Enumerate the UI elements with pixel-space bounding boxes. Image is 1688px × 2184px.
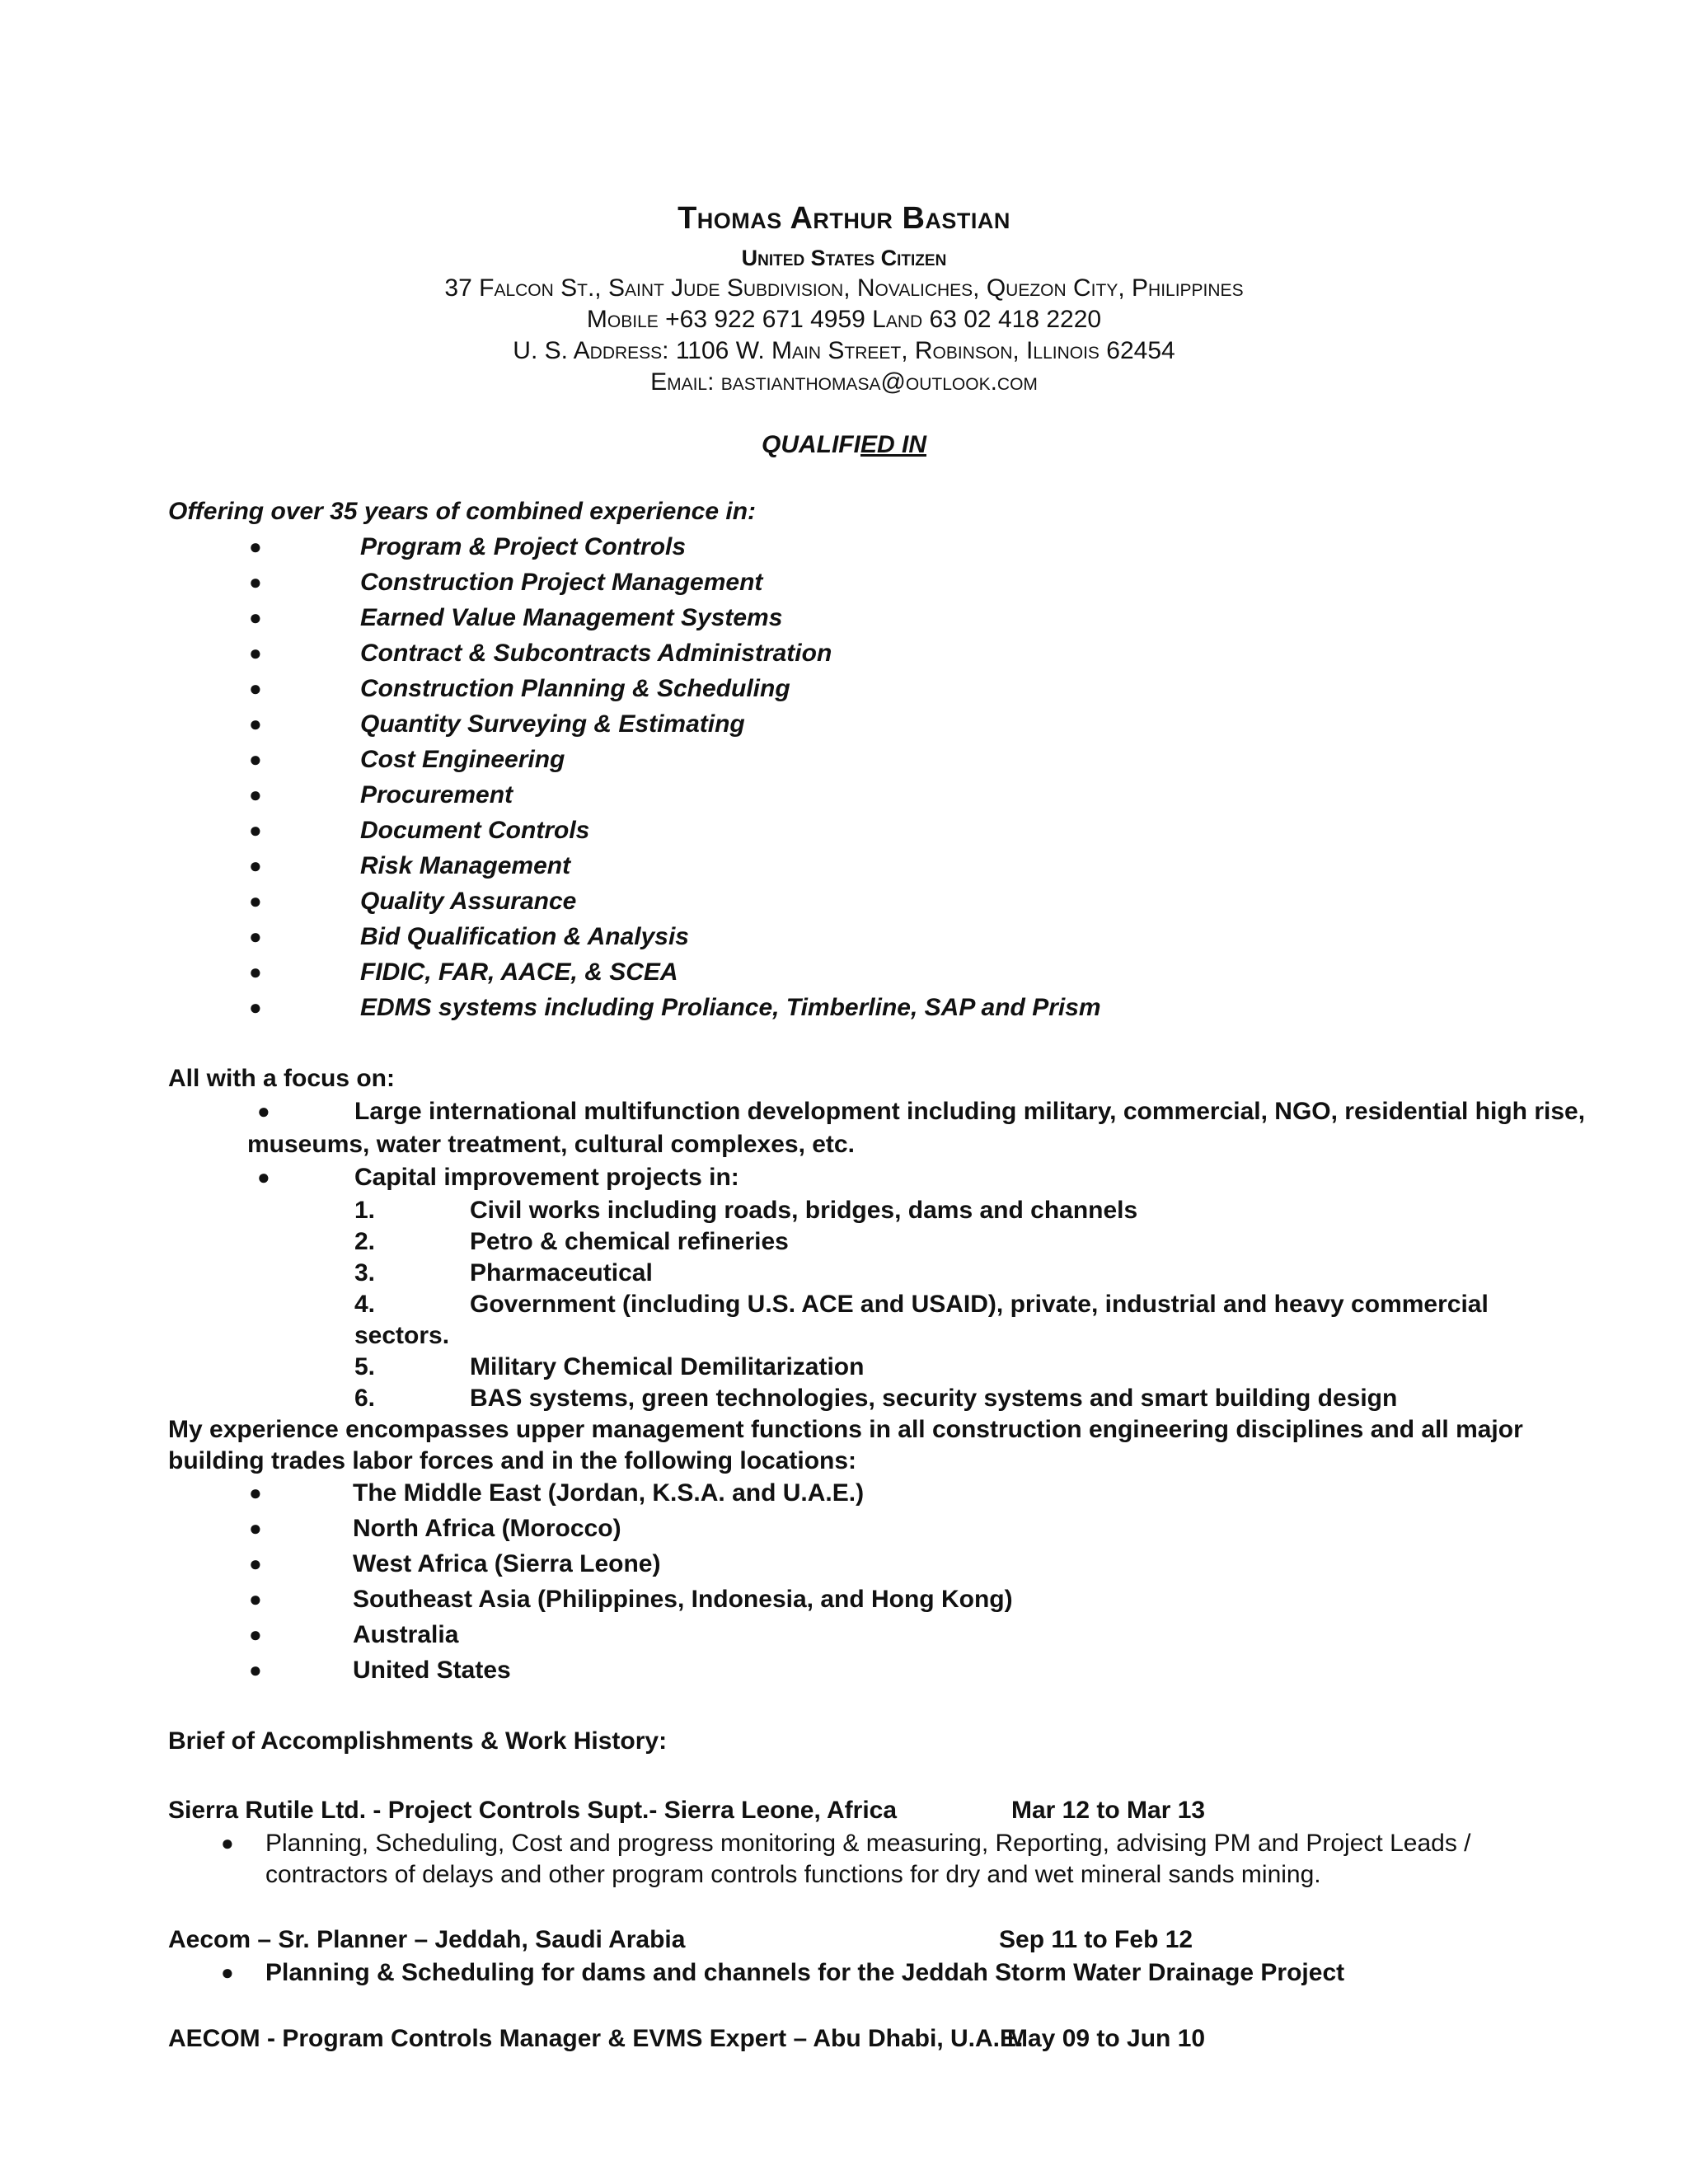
job-title: Aecom – Sr. Planner – Jeddah, Saudi Arabia — [168, 1926, 686, 1953]
bullet-icon: ● — [249, 605, 262, 630]
bullet-icon: ● — [249, 995, 262, 1019]
list-item: Military Chemical Demilitarization — [470, 1353, 865, 1380]
bullet-icon: ● — [257, 1099, 270, 1123]
experience-intro: Offering over 35 years of combined experience in: — [168, 498, 757, 525]
list-item: Southeast Asia (Philippines, Indonesia, and Hong Kong) — [353, 1586, 1013, 1613]
list-item-continuation: sectors. — [354, 1322, 450, 1349]
list-item: Document Controls — [360, 817, 590, 844]
list-item: BAS systems, green technologies, security systems and smart building design — [470, 1385, 1398, 1412]
locations-intro-line2: building trades labor forces and in the following locations: — [168, 1447, 857, 1474]
job-dates: Sep 11 to Feb 12 — [999, 1926, 1193, 1953]
list-item: Civil works including roads, bridges, dams and channels — [470, 1197, 1138, 1224]
list-item: FIDIC, FAR, AACE, & SCEA — [360, 958, 678, 986]
list-item: Australia — [353, 1621, 459, 1648]
job-description-line1: Planning & Scheduling for dams and channels for the Jeddah Storm Water Drainage Project — [265, 1959, 1345, 1986]
person-name: Thomas Arthur Bastian — [678, 201, 1010, 236]
bullet-icon: ● — [249, 782, 262, 807]
bullet-icon: ● — [249, 747, 262, 771]
list-item: Program & Project Controls — [360, 533, 687, 560]
job-description-line1: Planning, Scheduling, Cost and progress monitoring & measuring, Reporting, advising PM and Project Leads / — [265, 1830, 1471, 1857]
citizenship: United States Citizen — [741, 246, 947, 270]
bullet-icon: ● — [249, 818, 262, 842]
list-item: Government (including U.S. ACE and USAID), private, industrial and heavy commercial — [470, 1291, 1489, 1318]
list-item: United States — [353, 1657, 511, 1684]
locations-intro-line1: My experience encompasses upper management functions in all construction engineering disciplines and all major — [168, 1416, 1523, 1443]
bullet-icon: ● — [249, 640, 262, 665]
list-item: Risk Management — [360, 852, 571, 879]
bullet-icon: ● — [249, 569, 262, 594]
email: Email: bastianthomasa@outlook.com — [650, 368, 1038, 396]
bullet-icon: ● — [249, 1516, 262, 1540]
bullet-icon: ● — [249, 1551, 262, 1576]
bullet-icon: ● — [249, 1622, 262, 1647]
list-item: Quantity Surveying & Estimating — [360, 710, 745, 738]
bullet-icon: ● — [249, 959, 262, 984]
bullet-icon: ● — [257, 1165, 270, 1189]
bullet-icon: ● — [249, 1657, 262, 1682]
job-title: Sierra Rutile Ltd. - Project Controls Supt.- Sierra Leone, Africa — [168, 1797, 898, 1824]
focus-item-2: Capital improvement projects in: — [354, 1164, 739, 1191]
bullet-icon: ● — [249, 1586, 262, 1611]
job-dates: Mar 12 to Mar 13 — [1011, 1797, 1206, 1824]
qualified-heading-part1: QUALIFI — [761, 431, 860, 458]
list-item: Bid Qualification & Analysis — [360, 923, 689, 950]
bullet-icon: ● — [249, 676, 262, 701]
focus-item-1-line2: museums, water treatment, cultural complexes, etc. — [247, 1131, 855, 1158]
job-title: AECOM - Program Controls Manager & EVMS Expert – Abu Dhabi, U.A.E. — [168, 2025, 1024, 2052]
bullet-icon: ● — [249, 853, 262, 878]
focus-item-1-line1: Large international multifunction development including military, commercial, NGO, residential high rise, — [354, 1098, 1586, 1125]
list-item: The Middle East (Jordan, K.S.A. and U.A.E.) — [353, 1479, 865, 1507]
bullet-icon: ● — [249, 711, 262, 736]
list-number: 5. — [354, 1353, 376, 1380]
list-item: Petro & chemical refineries — [470, 1228, 789, 1255]
list-item: Construction Planning & Scheduling — [360, 675, 790, 702]
focus-intro: All with a focus on: — [168, 1065, 395, 1092]
list-item: West Africa (Sierra Leone) — [353, 1550, 661, 1577]
list-item: Cost Engineering — [360, 746, 565, 773]
bullet-icon: ● — [221, 1830, 234, 1855]
phone-numbers: Mobile +63 922 671 4959 Land 63 02 418 2220 — [586, 306, 1102, 333]
list-item: Pharmaceutical — [470, 1259, 653, 1286]
qualified-heading — [0, 431, 1688, 459]
us-address: U. S. Address: 1106 W. Main Street, Robinson, Illinois 62454 — [513, 337, 1175, 364]
list-number: 3. — [354, 1259, 376, 1286]
job-dates: May 09 to Jun 10 — [1007, 2025, 1206, 2052]
bullet-icon: ● — [249, 1480, 262, 1505]
qualified-heading-part2: ED IN — [860, 431, 926, 458]
list-number: 4. — [354, 1291, 376, 1318]
history-heading: Brief of Accomplishments & Work History: — [168, 1727, 668, 1755]
list-number: 2. — [354, 1228, 376, 1255]
list-item: Procurement — [360, 781, 513, 808]
bullet-icon: ● — [221, 1960, 234, 1985]
list-item: Contract & Subcontracts Administration — [360, 640, 832, 667]
list-number: 1. — [354, 1197, 376, 1224]
list-number: 6. — [354, 1385, 376, 1412]
bullet-icon: ● — [249, 534, 262, 559]
job-description-line2: contractors of delays and other program controls functions for dry and wet mineral sands mining. — [265, 1861, 1321, 1888]
list-item: Quality Assurance — [360, 888, 577, 915]
list-item: North Africa (Morocco) — [353, 1515, 621, 1542]
bullet-icon: ● — [249, 888, 262, 913]
list-item: Construction Project Management — [360, 569, 763, 596]
list-item: Earned Value Management Systems — [360, 604, 783, 631]
bullet-icon: ● — [249, 924, 262, 949]
home-address: 37 Falcon St., Saint Jude Subdivision, Novaliches, Quezon City, Philippines — [444, 274, 1244, 302]
list-item: EDMS systems including Proliance, Timberline, SAP and Prism — [360, 994, 1101, 1021]
